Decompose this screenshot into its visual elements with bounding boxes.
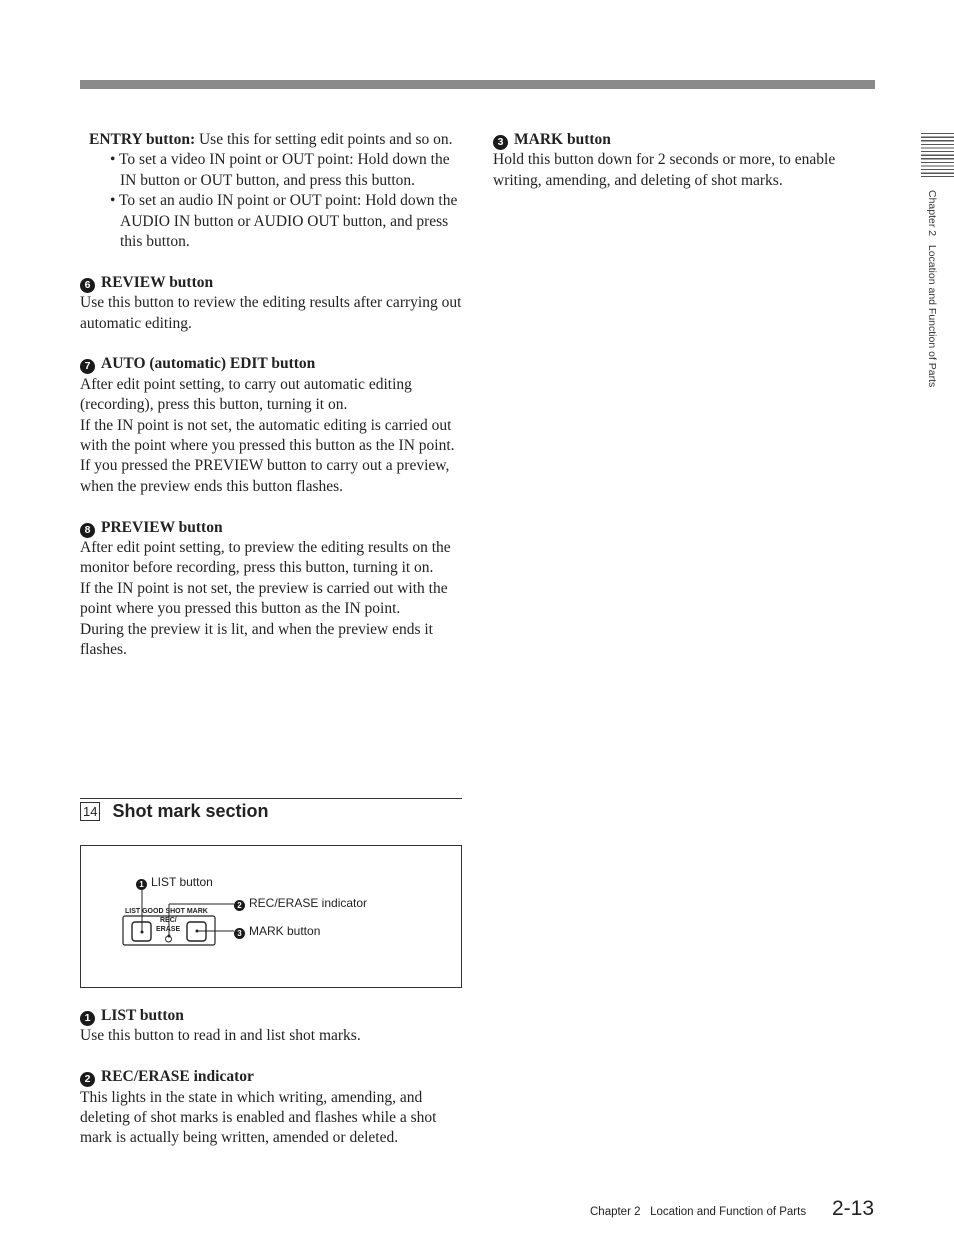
item-paragraph: Use this button to review the editing results after carrying out automatic editing. [80, 294, 462, 332]
figure-label-rec-erase [234, 896, 367, 911]
item-title: PREVIEW button [101, 518, 223, 536]
item-heading [493, 130, 878, 150]
item-number-badge: 2 [80, 1072, 95, 1087]
rec-erase-indicator-description [80, 1067, 464, 1149]
item-paragraph: During the preview it is lit, and when the preview ends it flashes. [80, 620, 433, 659]
item-number-badge: 1 [80, 1011, 95, 1026]
label-text: REC/ERASE indicator [249, 896, 368, 910]
left-column [80, 130, 464, 681]
item-number-badge: 8 [80, 523, 95, 538]
item-paragraph: Hold this button down for 2 seconds or more, to enable writing, amending, and deleting of shot marks. [493, 151, 836, 189]
leader-dot [196, 930, 199, 933]
panel-illustration [81, 846, 461, 987]
item-number-badge: 7 [80, 359, 95, 374]
label-number-badge: 3 [234, 928, 245, 939]
label-number-badge: 2 [234, 900, 245, 911]
page-number: 2-13 [832, 1197, 875, 1220]
item-paragraph: After edit point setting, to preview the editing results on the monitor before recording, press this button, turning it on. [80, 539, 451, 577]
entry-paragraph [80, 130, 464, 150]
right-column [493, 130, 878, 212]
bullet-item: • To set a video IN point or OUT point: Hold down the IN button or OUT button, and press this button. [110, 151, 450, 189]
section-number: 14 [80, 802, 100, 821]
figure-label-mark [234, 924, 320, 939]
section-title-text: Shot mark section [112, 801, 269, 821]
sidebar-chapter-label: Chapter 2 Location and Function of Parts [926, 190, 938, 388]
item-heading [80, 518, 464, 538]
item-number-badge: 3 [493, 135, 508, 150]
item-title: REC/ERASE indicator [101, 1068, 254, 1086]
entry-button-description [80, 130, 464, 252]
preview-button-description [80, 518, 464, 661]
panel-rec-label: REC/ [160, 917, 177, 924]
item-title: LIST button [101, 1007, 184, 1024]
panel-top-label: LIST GOOD SHOT MARK [125, 908, 208, 915]
leader-dot [168, 935, 171, 938]
item-paragraph: If you pressed the PREVIEW button to carry out a preview, when the preview ends this button flashes. [80, 457, 450, 495]
panel-erase-label: ERASE [156, 926, 181, 933]
list-button-description [80, 1006, 464, 1047]
item-title: MARK button [514, 131, 611, 148]
item-heading [80, 354, 464, 374]
header-rule [80, 80, 875, 89]
label-number-badge: 1 [136, 879, 147, 890]
entry-text: Use this for setting edit points and so on. [195, 131, 453, 148]
item-heading [80, 1067, 464, 1087]
item-title: REVIEW button [101, 273, 214, 291]
bullet-item: • To set an audio IN point or OUT point: Hold down the AUDIO IN button or AUDIO OUT button, and press this button. [110, 192, 458, 251]
review-button-description [80, 273, 464, 334]
auto-edit-button-description [80, 354, 464, 497]
item-paragraph: If the IN point is not set, the preview is carried out with the point where you pressed this button as the IN point. [80, 579, 448, 618]
mark-button-description [493, 130, 878, 191]
item-heading [80, 273, 464, 293]
item-paragraph: After edit point setting, to carry out automatic editing (recording), press this button, turning it on. [80, 375, 412, 414]
shot-mark-items [80, 1006, 464, 1169]
item-heading [80, 1006, 464, 1026]
item-number-badge: 6 [80, 278, 95, 293]
label-text: MARK button [249, 924, 321, 938]
shot-mark-figure [80, 845, 462, 988]
item-paragraph: If the IN point is not set, the automatic editing is carried out with the point where you pressed this button as the IN point. [80, 416, 455, 455]
item-paragraph: This lights in the state in which writing, amending, and deleting of shot marks is enabled and flashes while a shot mark is actually being written, amended or deleted. [80, 1088, 437, 1147]
item-paragraph: Use this button to read in and list shot marks. [80, 1027, 361, 1045]
section-title [80, 801, 462, 822]
entry-label: ENTRY button: [89, 131, 196, 148]
item-title: AUTO (automatic) EDIT button [101, 355, 316, 373]
label-text: LIST button [151, 875, 213, 889]
chapter-tab-marker [921, 133, 954, 177]
leader-dot [141, 931, 144, 934]
shot-mark-section-heading [80, 798, 462, 822]
figure-label-list [136, 875, 213, 890]
footer-chapter-label: Chapter 2 Location and Function of Parts [590, 1206, 807, 1218]
